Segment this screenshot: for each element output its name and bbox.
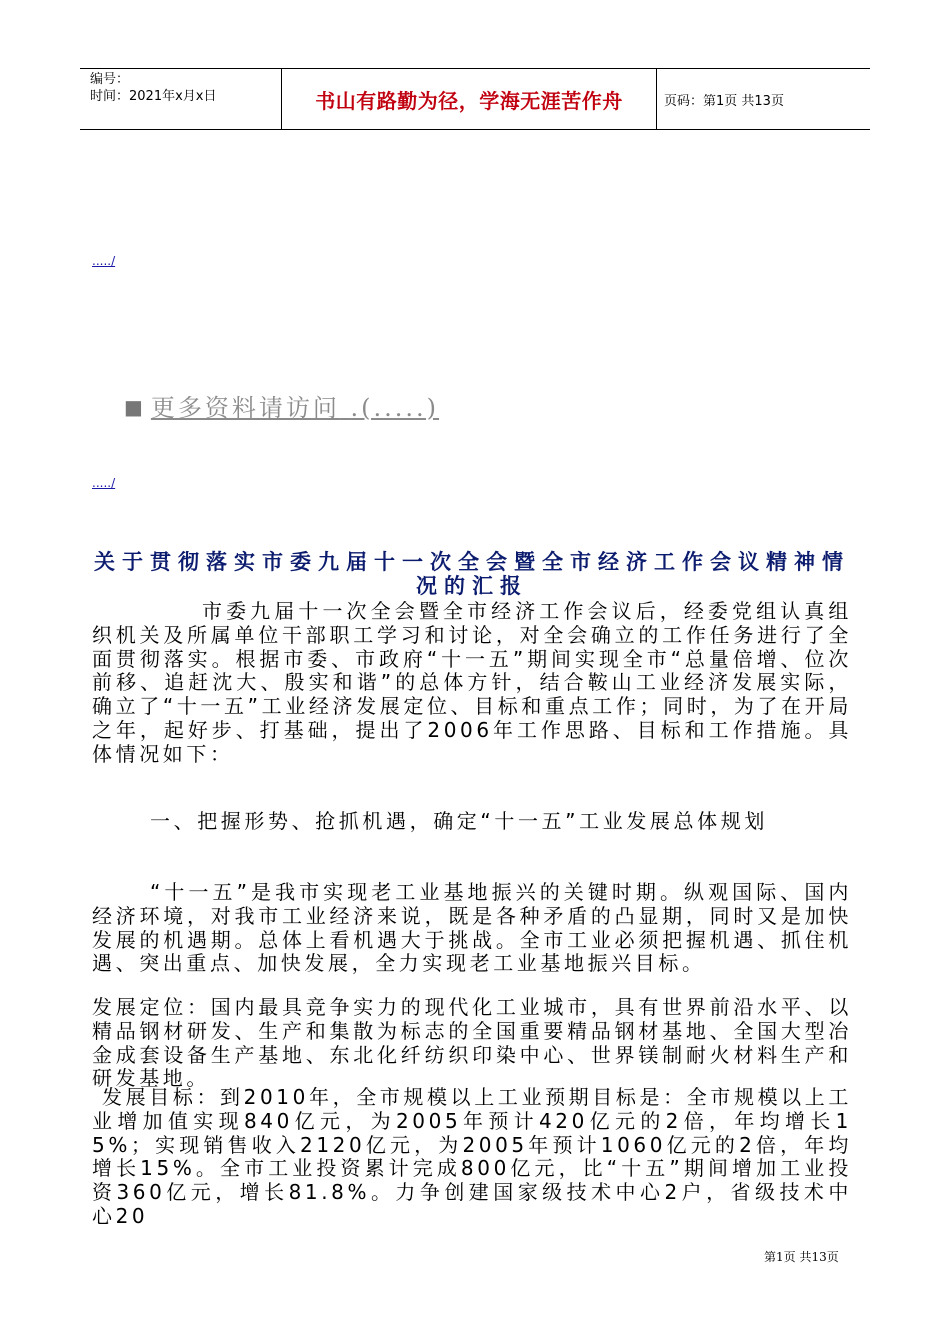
more-info-text: 更多资料请访问: [150, 394, 340, 422]
square-bullet-icon: ■: [124, 395, 143, 419]
page-footer: 第1页 共13页: [764, 1250, 839, 1264]
document-title: 关于贯彻落实市委九届十一次全会暨全市经济工作会议精神情况的汇报: [94, 550, 850, 598]
header-motto: 书山有路勤为径，学海无涯苦作舟: [281, 69, 657, 129]
section-heading-1: 一、把握形势、抢抓机遇，确定“十一五”工业发展总体规划: [150, 809, 768, 833]
second-link[interactable]: ...../: [92, 476, 116, 490]
paragraph-positioning: 发展定位：国内最具竞争实力的现代化工业城市，具有世界前沿水平、以精品钢材研发、生产和集散为标志的全国重要精品钢材基地、全国大型冶金成套设备生产基地、东北化纤纺织印染中心、世界镁制耐火材料生产和研发基地。: [92, 995, 852, 1091]
document-header: [80, 68, 870, 130]
paragraph-intro: 市委九届十一次全会暨全市经济工作会议后，经委党组认真组织机关及所属单位干部职工学习和讨论，对全会确立的工作任务进行了全面贯彻落实。根据市委、市政府“十一五”期间实现全市“总量倍增、位次前移、追赶沈大、殷实和谐”的总体方针，结合鞍山工业经济发展实际，确立了“十一五”工业经济发展定位、目标和重点工作；同时，为了在开局之年，起好步、打基础，提出了2006年工作思路、目标和工作措施。具体情况如下：: [92, 599, 852, 766]
header-page-info: 页码：第1页 共13页: [664, 93, 784, 109]
paragraph-situation: “十一五”是我市实现老工业基地振兴的关键时期。纵观国际、国内经济环境，对我市工业经济来说，既是各种矛盾的凸显期，同时又是加快发展的机遇期。总体上看机遇大于挑战。全市工业必须把握机遇、抓住机遇、突出重点、加快发展，全力实现老工业基地振兴目标。: [92, 880, 852, 976]
more-info-line: [124, 388, 439, 423]
header-meta: [80, 69, 280, 131]
more-info-url: .(.....): [350, 394, 440, 422]
paragraph-goals: 发展目标：到2010年，全市规模以上工业预期目标是：全市规模以上工业增加值实现840亿元，为2005年预计420亿元的2倍，年均增长15%；实现销售收入2120亿元，为2005年预计1060亿元的2倍，年均增长15%。全市工业投资累计完成800亿元，比“十五”期间增加工业投资360亿元，增长81.8%。力争创建国家级技术中心2户，省级技术中心20: [92, 1085, 852, 1228]
number-label: 编号：: [90, 72, 130, 87]
more-info-link[interactable]: [151, 394, 439, 422]
time-label: 时间：2021年x月x日: [90, 89, 217, 104]
top-link[interactable]: ...../: [92, 254, 116, 268]
